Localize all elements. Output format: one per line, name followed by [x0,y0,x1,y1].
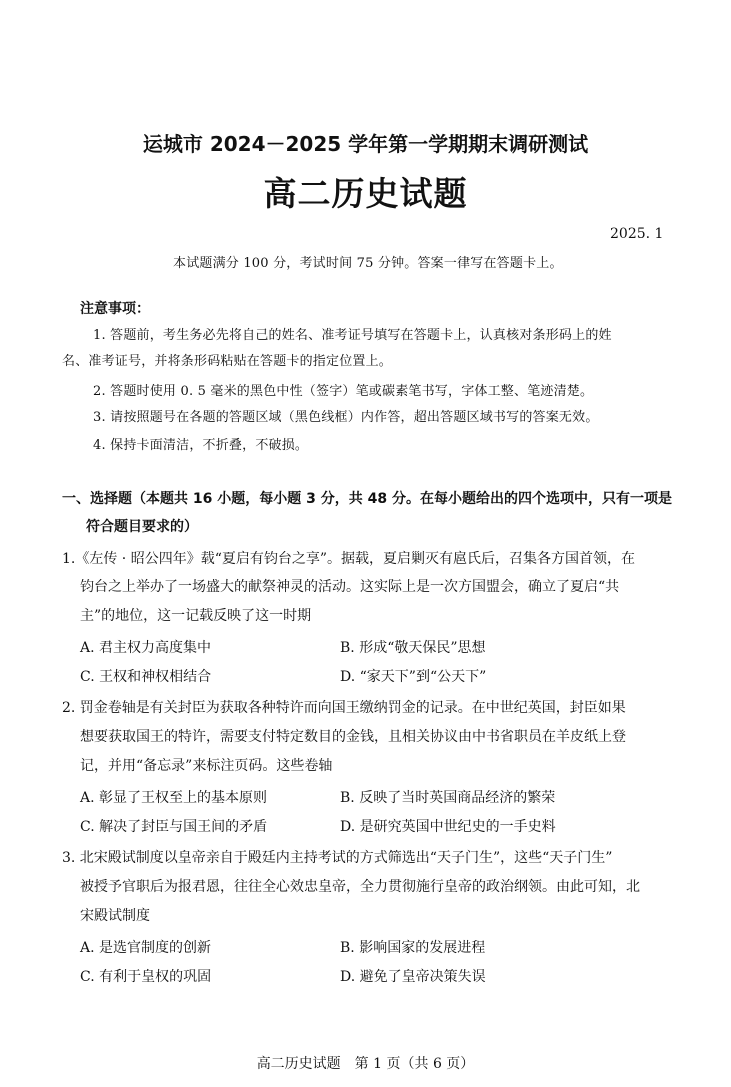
exam-subject-title: 高二历史试题 [263,174,468,213]
notice-line: 2. 答题时使用 0. 5 毫米的黑色中性（签字）笔或碳素笔书写，字体工整、笔迹清楚。 [93,384,594,399]
option-a: A. 君主权力高度集中 [80,640,212,656]
question-line: 主”的地位，这一记载反映了这一时期 [80,608,312,624]
notice-title: 注意事项： [80,301,150,317]
option-d: D. “家天下”到“公天下” [340,669,487,685]
exam-date: 2025. 1 [610,226,664,242]
page-footer: 高二历史试题 第 1 页（共 6 页） [256,1056,475,1072]
option-c: C. 解决了封臣与国王间的矛盾 [80,819,268,835]
option-b: B. 反映了当时英国商品经济的繁荣 [340,790,556,806]
section-heading: 一、选择题（本题共 16 小题，每小题 3 分，共 48 分。在每小题给出的四个选项中，只有一项是 [62,491,672,507]
notice-line: 1. 答题前，考生务必先将自己的姓名、准考证号填写在答题卡上，认真核对条形码上的姓 [93,328,612,343]
notice-line: 4. 保持卡面清洁，不折叠，不破损。 [93,438,309,453]
question-line: 记，并用“备忘录”来标注页码。这些卷轴 [80,758,333,774]
question-line: 宋殿试制度 [80,908,150,924]
question-line: 被授予官职后为报君恩，往往全心效忠皇帝，全力贯彻施行皇帝的政治纲领。由此可知，北 [80,879,640,895]
option-c: C. 有利于皇权的巩固 [80,969,212,985]
section-heading-cont: 符合题目要求的） [86,519,198,535]
option-a: A. 是选官制度的创新 [80,940,212,956]
question-line: 钧台之上举办了一场盛大的献祭神灵的活动。这实际上是一次方国盟会，确立了夏启“共 [80,579,620,595]
question-line: 2. 罚金卷轴是有关封臣为获取各种特许而向国王缴纳罚金的记录。在中世纪英国，封臣如果 [62,700,626,716]
notice-line: 名、准考证号，并将条形码粘贴在答题卡的指定位置上。 [62,354,393,369]
option-b: B. 形成“敬天保民”思想 [340,640,486,656]
option-d: D. 避免了皇帝决策失误 [340,969,486,985]
notice-line: 3. 请按照题号在各题的答题区域（黑色线框）内作答，超出答题区域书写的答案无效。 [93,410,599,425]
option-b: B. 影响国家的发展进程 [340,940,486,956]
option-d: D. 是研究英国中世纪史的一手史料 [340,819,556,835]
question-line: 1.《左传 · 昭公四年》载“夏启有钧台之享”。据载，夏启剿灭有扈氏后，召集各方国首领，在 [62,551,636,567]
question-line: 想要获取国王的特许，需要支付特定数目的金钱，且相关协议由中书省职员在羊皮纸上登 [80,729,626,745]
option-a: A. 彰显了王权至上的基本原则 [80,790,268,806]
exam-header-title: 运城市 2024－2025 学年第一学期期末调研测试 [142,132,589,156]
question-line: 3. 北宋殿试制度以皇帝亲自于殿廷内主持考试的方式筛选出“天子门生”，这些“天子门生” [62,850,613,866]
exam-intro: 本试题满分 100 分，考试时间 75 分钟。答案一律写在答题卡上。 [173,256,563,271]
option-c: C. 王权和神权相结合 [80,669,212,685]
